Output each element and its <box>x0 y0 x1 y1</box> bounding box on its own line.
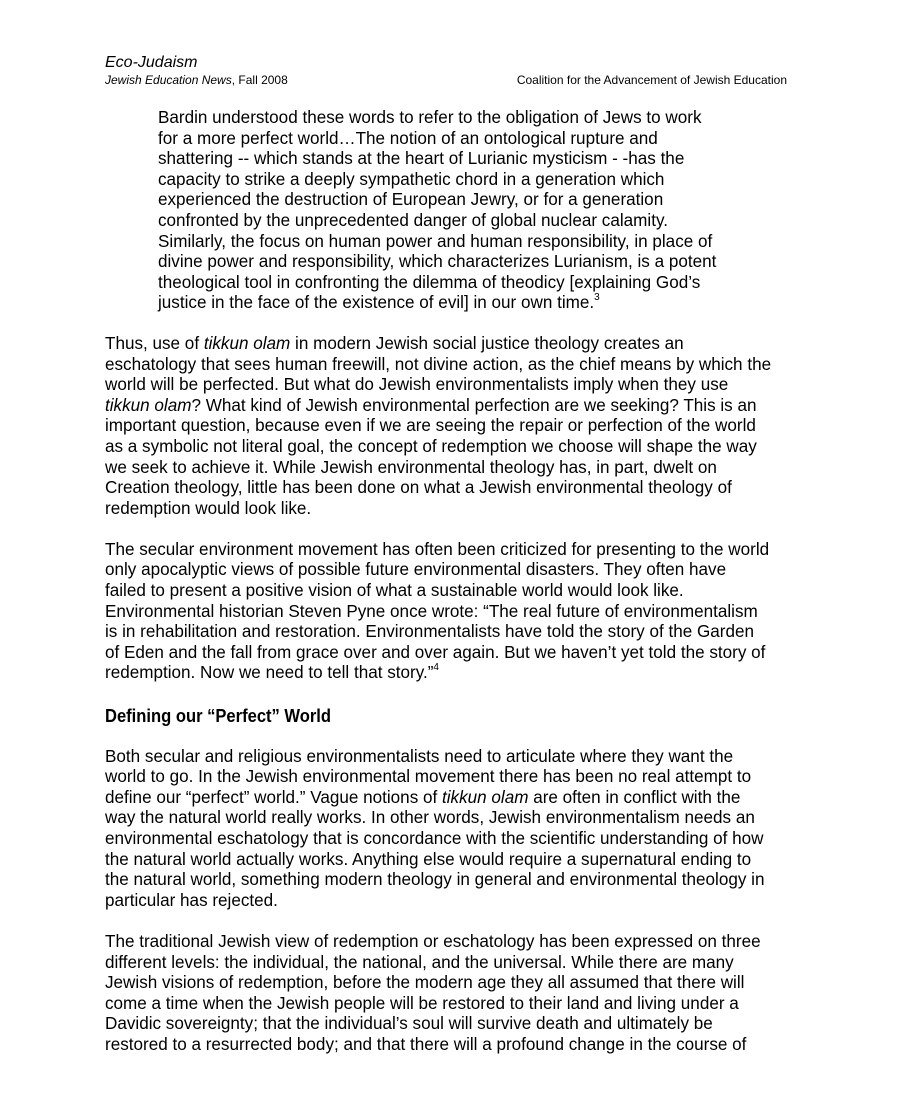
paragraph-line: environmental eschatology that is concordance with the scientific understanding of how <box>105 829 764 848</box>
publication-issue: , Fall 2008 <box>231 73 288 87</box>
quote-line: Similarly, the focus on human power and human responsibility, in place of <box>158 231 713 251</box>
quote-line: theological tool in confronting the dilemma of theodicy [explaining God’s <box>158 272 701 292</box>
paragraph-line: as a symbolic not literal goal, the concept of redemption we choose will shape the way <box>105 436 757 456</box>
paragraph-line: the natural world actually works. Anything else would require a supernatural ending to <box>105 849 752 869</box>
paragraph-line: eschatology that sees human freewill, not divine action, as the chief means by which the <box>105 354 772 374</box>
section-heading: Defining our “Perfect” World <box>105 705 332 726</box>
paragraph-line-last <box>105 663 820 684</box>
block-quote <box>158 108 798 314</box>
paragraph-line: failed to present a positive vision of what a sustainable world would look like. <box>105 581 684 601</box>
paragraph-line: important question, because even if we are seeing the repair or perfection of the world <box>105 416 756 436</box>
paragraph-line: world to go. In the Jewish environmental movement there has been no real attempt to <box>105 767 752 787</box>
paragraph-line: come a time when the Jewish people will be restored to their land and living under a <box>105 993 739 1013</box>
paragraph-line: The secular environment movement has often been criticized for presenting to the world <box>105 539 770 559</box>
quote-line: divine power and responsibility, which characterizes Lurianism, is a potent <box>158 252 717 272</box>
paragraph-line-text: redemption. Now we need to tell that story.” <box>105 663 434 683</box>
text-run: ? What kind of Jewish environmental perfection are we seeking? This is an <box>191 395 757 415</box>
page-header <box>105 54 787 88</box>
organization-name: Coalition for the Advancement of Jewish Education <box>516 73 787 87</box>
document-title: Eco-Judaism <box>105 54 198 71</box>
quote-line-text: justice in the face of the existence of evil] in our own time. <box>158 293 595 313</box>
quote-line: experienced the destruction of European Jewry, or for a generation <box>158 190 664 210</box>
paragraph-line: The traditional Jewish view of redemption or eschatology has been expressed on three <box>105 931 761 951</box>
paragraph-line: of Eden and the fall from grace over and over again. But we haven’t yet told the story of <box>105 642 766 662</box>
publication-name: Jewish Education News <box>105 73 232 87</box>
body-text <box>105 108 820 1076</box>
quote-line: Bardin understood these words to refer to the obligation of Jews to work <box>158 108 702 127</box>
paragraph-traditional-view <box>105 932 820 1056</box>
paragraph-line <box>105 396 820 417</box>
paragraph-line <box>105 334 820 355</box>
quote-line-last <box>158 293 798 314</box>
text-run: define our “perfect” world.” Vague notions of <box>105 787 442 807</box>
quote-line: confronted by the unprecedented danger of global nuclear calamity. <box>158 210 668 230</box>
paragraph-line: Davidic sovereignty; that the individual’s soul will survive death and ultimately be <box>105 1014 713 1034</box>
text-run: Thus, use of <box>105 333 204 353</box>
publication-info <box>105 72 288 88</box>
quote-line: shattering -- which stands at the heart of Lurianic mysticism - -has the <box>158 149 685 169</box>
italic-term: tikkun olam <box>442 787 529 807</box>
paragraph-line: restored to a resurrected body; and that there will a profound change in the course of <box>105 1034 747 1054</box>
quote-line: capacity to strike a deeply sympathetic chord in a generation which <box>158 169 665 189</box>
italic-term: tikkun olam <box>105 395 192 415</box>
footnote-ref-3: 3 <box>594 291 600 303</box>
paragraph-line: Jewish visions of redemption, before the modern age they all assumed that there will <box>105 973 745 993</box>
paragraph-line: is in rehabilitation and restoration. Environmentalists have told the story of the Garden <box>105 622 754 642</box>
paragraph-line: way the natural world really works. In other words, Jewish environmentalism needs an <box>105 808 755 828</box>
paragraph-line: different levels: the individual, the national, and the universal. While there are many <box>105 952 734 972</box>
paragraph-line: redemption would look like. <box>105 498 312 518</box>
italic-term: tikkun olam <box>203 333 291 353</box>
paragraph-perfect-world <box>105 747 820 912</box>
text-run: are often in conflict with the <box>528 787 741 807</box>
paragraph-line: Creation theology, little has been done on what a Jewish environmental theology of <box>105 478 732 498</box>
paragraph-line: Both secular and religious environmentalists need to articulate where they want the <box>105 746 734 766</box>
paragraph-line: world will be perfected. But what do Jewish environmentalists imply when they use <box>105 375 729 395</box>
header-row <box>105 72 787 88</box>
paragraph-line: we seek to achieve it. While Jewish environmental theology has, in part, dwelt on <box>105 457 717 477</box>
text-run: in modern Jewish social justice theology creates an <box>290 333 684 353</box>
quote-line: for a more perfect world…The notion of an ontological rupture and <box>158 128 658 148</box>
footnote-ref-4: 4 <box>433 661 439 673</box>
paragraph-line <box>105 788 820 809</box>
paragraph-line: Environmental historian Steven Pyne once wrote: “The real future of environmentalism <box>105 601 758 621</box>
paragraph-secular-movement <box>105 540 820 684</box>
paragraph-line: particular has rejected. <box>105 890 278 910</box>
paragraph-tikkun-olam <box>105 334 820 519</box>
paragraph-line: only apocalyptic views of possible future environmental disasters. They often have <box>105 560 727 580</box>
paragraph-line: the natural world, something modern theology in general and environmental theology in <box>105 870 765 890</box>
